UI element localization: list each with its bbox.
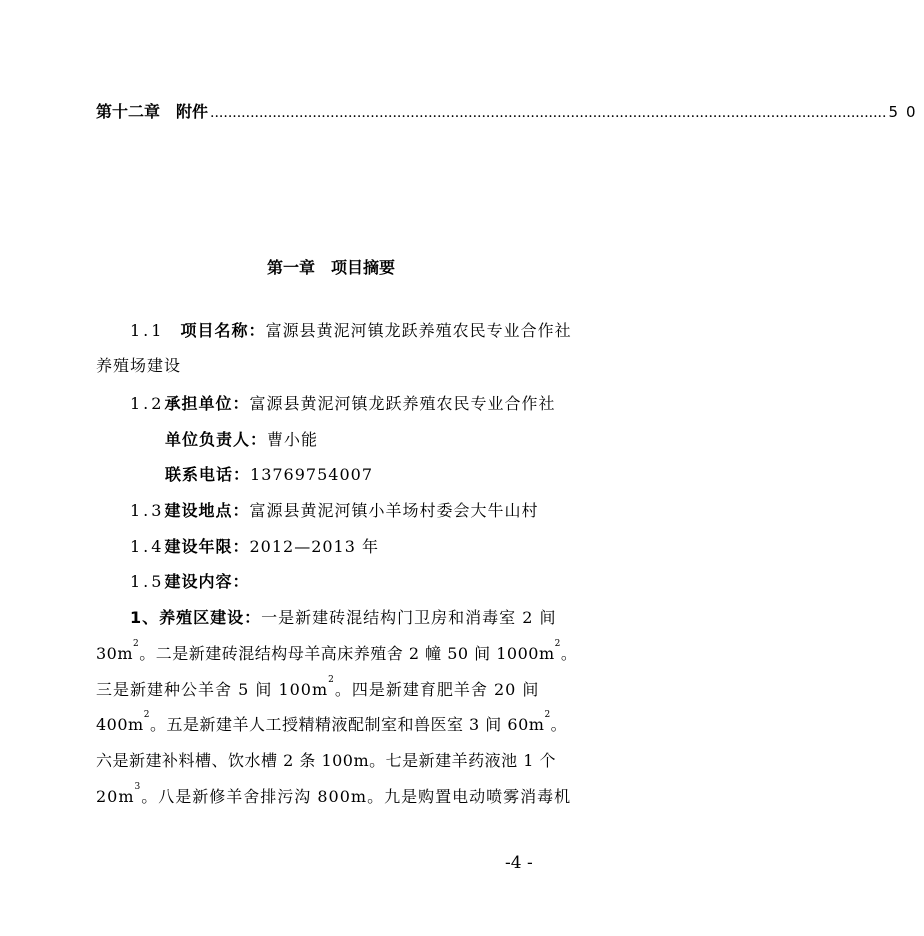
text-segment: 。 [560, 644, 578, 663]
toc-leader-dots: ........................................................................................................................................................ [210, 105, 887, 121]
content-line-3 [96, 677, 539, 700]
section-label: 建设年限： [164, 537, 250, 556]
section-number: 1.1 [130, 321, 165, 340]
section-1-4-line [130, 534, 379, 557]
section-label: 承担单位： [164, 394, 250, 413]
superscript: 2 [143, 710, 150, 720]
superscript: 2 [133, 639, 140, 649]
section-number: 1.4 [130, 537, 165, 556]
leader-label: 单位负责人： [165, 430, 268, 449]
section-number: 1.3 [130, 501, 165, 520]
text-segment: 。二是新建砖混结构母羊高床养殖舍 2 幢 50 间 1000m [139, 644, 555, 663]
section-1-5-line [130, 569, 249, 592]
item-1-label: 1、养殖区建设： [130, 608, 262, 627]
section-1-1-line1 [130, 318, 572, 341]
section-value: 富源县黄泥河镇小羊场村委会大牛山村 [249, 501, 539, 520]
content-line-6 [96, 784, 571, 807]
contact-phone-line [165, 462, 373, 485]
toc-title: 第十二章 附件 [96, 102, 209, 121]
unit-leader-line [165, 427, 318, 450]
section-value: 富源县黄泥河镇龙跃养殖农民专业合作社 [249, 394, 556, 413]
section-number: 1.5 [130, 572, 165, 591]
text-segment: 400m [96, 715, 144, 734]
text-segment: 30m [96, 644, 134, 663]
text-segment: 。四是新建育肥羊舍 20 间 [334, 680, 540, 699]
section-value: 富源县黄泥河镇龙跃养殖农民专业合作社 [265, 321, 572, 340]
section-1-2-line [130, 391, 555, 414]
text-segment: 。 [550, 715, 568, 734]
text-segment: 。五是新建羊人工授精精液配制室和兽医室 3 间 60m [149, 715, 545, 734]
section-1-3-line [130, 498, 538, 521]
section-number: 1.2 [130, 394, 165, 413]
superscript: 2 [554, 639, 561, 649]
phone-value: 13769754007 [250, 465, 373, 484]
superscript: 2 [544, 710, 551, 720]
section-label: 项目名称： [180, 321, 266, 340]
toc-entry-chapter-12[interactable] [96, 99, 924, 123]
text-segment: 三是新建种公羊舍 5 间 100m [96, 680, 329, 699]
chapter-title: 第一章 项目摘要 [266, 258, 395, 277]
content-line-5: 六是新建补料槽、饮水槽 2 条 100m。七是新建羊药液池 1 个 [96, 751, 557, 770]
text-segment: 20m [96, 787, 135, 806]
toc-page-number: 50 [888, 103, 924, 121]
leader-value: 曹小能 [267, 430, 319, 449]
text-segment: 。八是新修羊舍排污沟 800m。九是购置电动喷雾消毒机 [141, 787, 572, 806]
section-1-1-line2: 养殖场建设 [96, 356, 182, 375]
section-value: 2012—2013 年 [249, 537, 379, 556]
item-1-text: 一是新建砖混结构门卫房和消毒室 2 间 [261, 608, 557, 627]
phone-label: 联系电话： [165, 465, 251, 484]
superscript: 3 [134, 782, 142, 792]
content-line-2 [96, 641, 577, 664]
superscript: 2 [328, 675, 335, 685]
section-label: 建设内容： [164, 572, 250, 591]
page-number: -4 - [505, 853, 533, 873]
content-line-1 [130, 605, 557, 628]
section-label: 建设地点： [164, 501, 250, 520]
content-line-4 [96, 712, 567, 735]
